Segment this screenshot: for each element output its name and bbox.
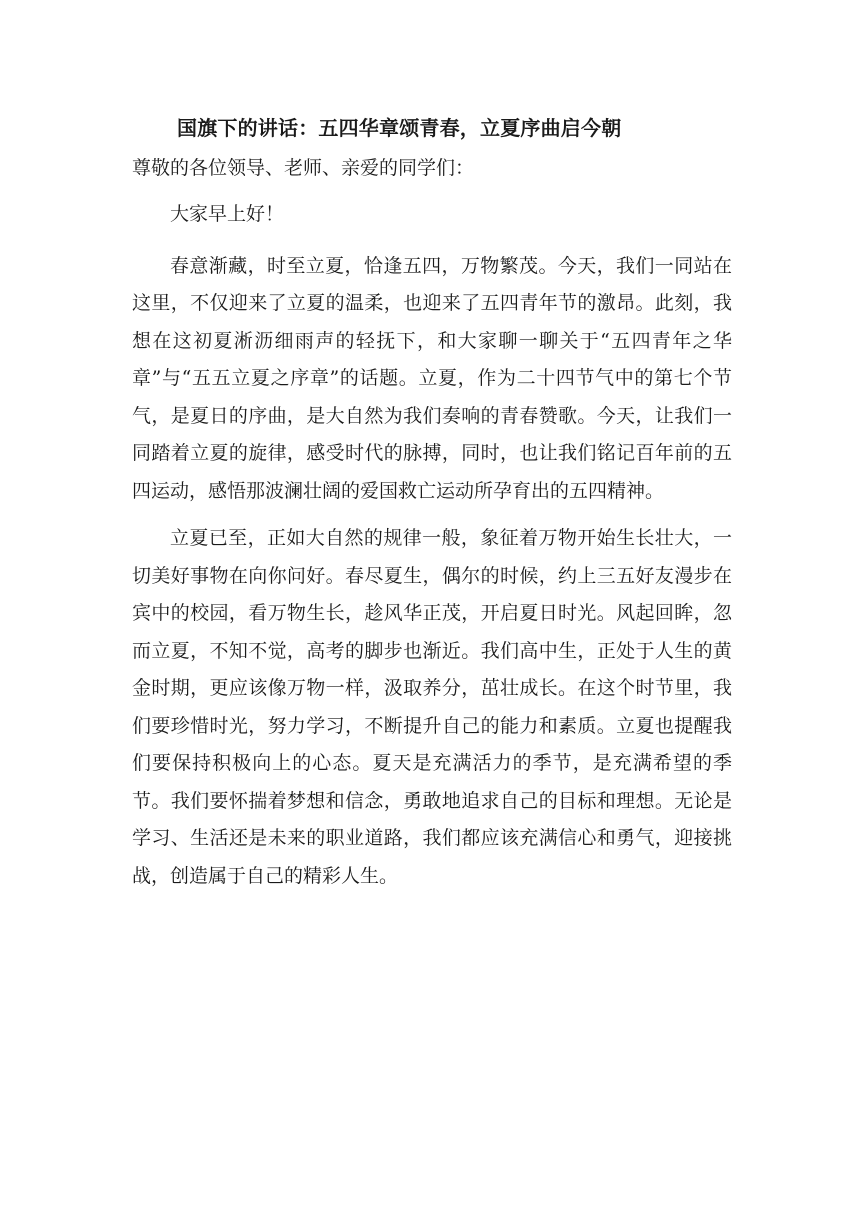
body-paragraph-1: 春意渐藏，时至立夏，恰逢五四，万物繁茂。今天，我们一同站在这里，不仅迎来了立夏的温柔，也迎来了五四青年节的激昂。此刻，我想在这初夏淅沥细雨声的轻抚下，和大家聊一聊关于“五四青年之华章”与“五五立夏之序章”的话题。立夏，作为二十四节气中的第七个节气，是夏日的序曲，是大自然为我们奏响的青春赞歌。今天，让我们一同踏着立夏的旋律，感受时代的脉搏，同时，也让我们铭记百年前的五四运动，感悟那波澜壮阔的爱国救亡运动所孕育出的五四精神。 bbox=[132, 254, 732, 502]
page-title: 国旗下的讲话：五四华章颂青春，立夏序曲启今朝 bbox=[177, 116, 622, 140]
salutation-line: 尊敬的各位领导、老师、亲爱的同学们： bbox=[132, 157, 475, 179]
greeting-paragraph: 大家早上好！ bbox=[170, 203, 285, 225]
document-body bbox=[132, 108, 732, 895]
body-paragraph-2: 立夏已至，正如大自然的规律一般，象征着万物开始生长壮大，一切美好事物在向你问好。春尽夏生，偶尔的时候，约上三五好友漫步在宾中的校园，看万物生长，趁风华正茂，开启夏日时光。风起回眸，忽而立夏，不知不觉，高考的脚步也渐近。我们高中生，正处于人生的黄金时期，更应该像万物一样，汲取养分，茁壮成长。在这个时节里，我们要珍惜时光，努力学习，不断提升自己的能力和素质。立夏也提醒我们要保持积极向上的心态。夏天是充满活力的季节，是充满希望的季节。我们要怀揣着梦想和信念，勇敢地追求自己的目标和理想。无论是学习、生活还是未来的职业道路，我们都应该充满信心和勇气，迎接挑战，创造属于自己的精彩人生。 bbox=[132, 527, 732, 887]
